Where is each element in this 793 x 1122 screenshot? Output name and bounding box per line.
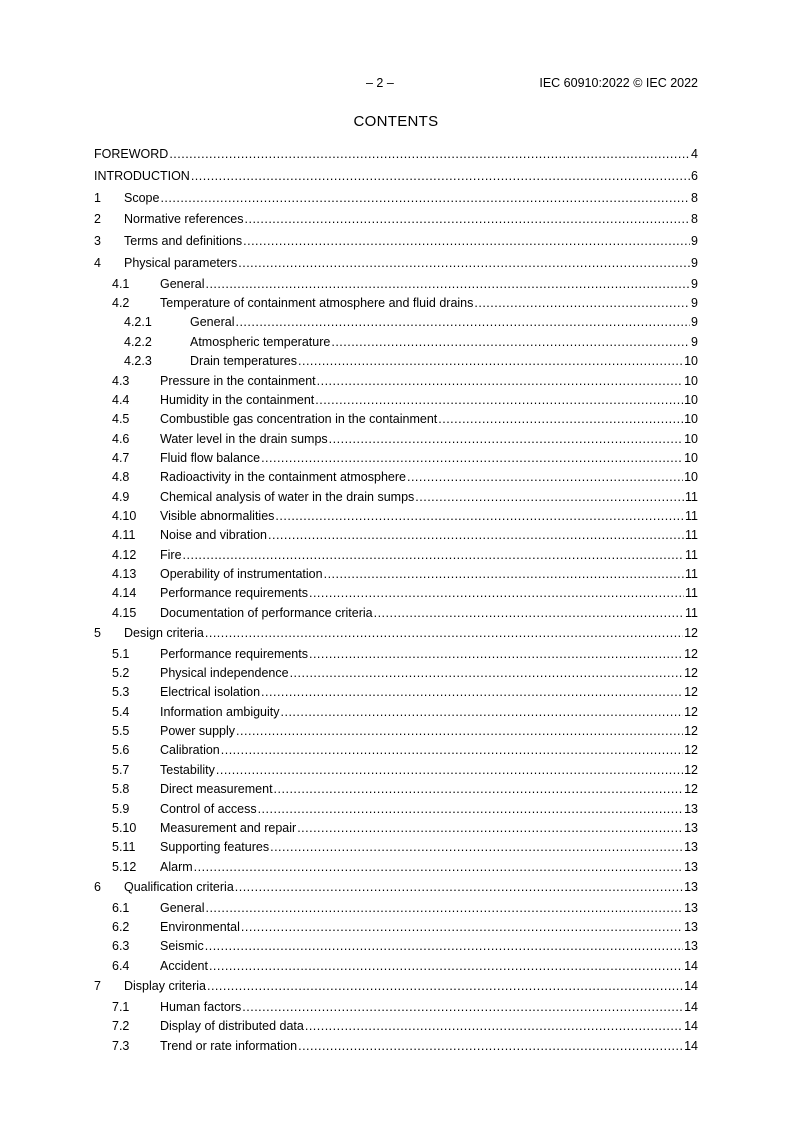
toc-entry-page: 11 [685,605,698,620]
toc-entry-title: Direct measurement [160,782,273,797]
toc-entry-title: Radioactivity in the containment atmosphere [160,470,406,485]
toc-entry[interactable] [94,722,698,741]
toc-entry[interactable] [94,488,698,507]
toc-entry-page: 14 [684,1019,698,1034]
toc-entry-number: 4.13 [112,566,137,581]
toc-entry-number: 4.15 [112,605,137,620]
contents-title: CONTENTS [353,113,439,130]
toc-entry-number: 5.5 [112,724,130,739]
toc-dot-leader [290,664,684,683]
toc-entry[interactable] [94,780,698,799]
toc-dot-leader [298,352,683,371]
toc-entry-number: 3 [94,234,101,249]
toc-dot-leader [274,780,684,799]
toc-entry-title: Performance requirements [160,646,308,661]
toc-entry-title: Physical parameters [124,255,238,270]
toc-entry[interactable] [94,858,698,877]
toc-dot-leader [297,819,683,838]
toc-entry-title: General [160,276,205,291]
toc-entry-page: 12 [684,704,698,719]
toc-entry-title: Trend or rate information [160,1038,298,1053]
toc-entry-title: Information ambiguity [160,704,280,719]
toc-entry-page: 13 [684,939,698,954]
toc-entry-title: Combustible gas concentration in the containment [160,412,438,427]
toc-entry-title: Scope [124,190,160,205]
toc-entry-page: 13 [684,900,698,915]
toc-dot-leader [374,604,684,623]
toc-entry-title: Calibration [160,743,220,758]
toc-entry-page: 10 [684,412,698,427]
toc-entry-page: 11 [685,586,698,601]
toc-entry-number: 5.10 [112,820,137,835]
toc-dot-leader [474,294,690,313]
toc-entry-page: 12 [684,666,698,681]
toc-entry[interactable] [94,275,698,294]
toc-dot-leader [235,313,690,332]
toc-entry[interactable] [94,166,698,188]
toc-dot-leader [407,468,683,487]
toc-dot-leader [243,231,690,253]
toc-entry[interactable] [94,209,698,231]
toc-entry-page: 11 [685,508,698,523]
toc-entry-page: 9 [691,276,698,291]
toc-entry-title: Terms and definitions [124,234,243,249]
toc-entry-number: 5.7 [112,762,130,777]
toc-entry[interactable] [94,761,698,780]
toc-entry-title: Design criteria [124,625,204,640]
toc-entry-page: 4 [691,147,698,161]
toc-entry-number: 5.1 [112,646,130,661]
toc-entry[interactable] [94,188,698,210]
page-header [94,76,698,92]
toc-entry-page: 8 [691,212,698,227]
toc-entry-title: Electrical isolation [160,685,261,700]
toc-dot-leader [331,333,690,352]
toc-dot-leader [324,565,684,584]
toc-entry-title: General [190,315,235,330]
toc-entry-number: 2 [94,212,101,227]
toc-entry-number: 4.6 [112,431,130,446]
toc-dot-leader [191,166,690,188]
toc-entry[interactable] [94,333,698,352]
toc-entry-page: 14 [684,999,698,1014]
toc-entry-number: 7.1 [112,999,130,1014]
toc-entry-page: 10 [684,431,698,446]
toc-entry[interactable] [94,645,698,664]
toc-entry-number: 5 [94,625,101,640]
toc-entry[interactable] [94,918,698,937]
toc-entry-title: FOREWORD [94,147,169,161]
toc-entry-title: Testability [160,762,215,777]
toc-entry-page: 12 [684,724,698,739]
toc-dot-leader [317,372,683,391]
toc-entry-number: 4.11 [112,528,136,543]
toc-entry-number: 6.3 [112,939,130,954]
toc-dot-leader [281,703,684,722]
toc-dot-leader [270,838,683,857]
toc-entry-page: 12 [684,782,698,797]
toc-entry-page: 11 [685,489,698,504]
toc-entry[interactable] [94,819,698,838]
toc-entry-page: 11 [685,547,698,562]
toc-entry[interactable] [94,800,698,819]
toc-entry-number: 4.2.2 [124,334,152,349]
toc-entry-title: Pressure in the containment [160,373,316,388]
toc-entry[interactable] [94,391,698,410]
toc-entry-page: 14 [684,979,698,994]
toc-dot-leader [245,209,691,231]
toc-entry-page: 13 [684,859,698,874]
toc-dot-leader [315,391,683,410]
toc-entry[interactable] [94,664,698,683]
toc-entry-title: Visible abnormalities [160,508,275,523]
toc-entry-number: 6 [94,879,101,894]
toc-entry-number: 4.14 [112,586,137,601]
toc-dot-leader [160,188,690,210]
toc-entry-number: 4.5 [112,412,130,427]
toc-entry[interactable] [94,352,698,371]
toc-entry[interactable] [94,565,698,584]
toc-entry-number: 5.8 [112,782,130,797]
toc-entry[interactable] [94,584,698,603]
toc-entry-page: 13 [684,820,698,835]
toc-entry-title: Physical independence [160,666,289,681]
toc-entry-number: 4.3 [112,373,130,388]
toc-entry-number: 1 [94,190,101,205]
toc-entry-page: 13 [684,920,698,935]
toc-entry[interactable] [94,294,698,313]
toc-entry-number: 4.9 [112,489,130,504]
toc-entry-page: 12 [684,762,698,777]
toc-entry-number: 6.4 [112,958,130,973]
toc-entry-page: 9 [691,315,698,330]
toc-dot-leader [205,899,683,918]
toc-entry-number: 5.12 [112,859,137,874]
toc-entry[interactable] [94,623,698,645]
toc-entry[interactable] [94,937,698,956]
toc-dot-leader [329,430,683,449]
toc-dot-leader [207,976,683,998]
toc-entry-title: Documentation of performance criteria [160,605,373,620]
toc-entry[interactable] [94,877,698,899]
toc-dot-leader [309,645,683,664]
toc-entry-number: 5.11 [112,840,136,855]
toc-entry-number: 6.2 [112,920,130,935]
toc-entry[interactable] [94,604,698,623]
toc-dot-leader [205,275,690,294]
toc-entry-number: 4.2.3 [124,354,152,369]
toc-entry-page: 10 [684,470,698,485]
toc-entry-number: 4.2.1 [124,315,152,330]
toc-entry[interactable] [94,144,698,166]
toc-entry-title: Chemical analysis of water in the drain sumps [160,489,415,504]
toc-dot-leader [236,722,683,741]
toc-entry-title: Performance requirements [160,586,308,601]
toc-entry-title: Control of access [160,801,257,816]
toc-dot-leader [221,741,683,760]
toc-entry-title: Qualification criteria [124,879,234,894]
toc-entry-number: 4 [94,255,101,270]
toc-entry-page: 12 [684,625,698,640]
toc-dot-leader [235,877,683,899]
toc-entry-number: 4.1 [112,276,130,291]
toc-entry-page: 9 [691,255,698,270]
toc-entry-page: 10 [684,354,698,369]
toc-entry-number: 7.3 [112,1038,130,1053]
toc-dot-leader [194,858,683,877]
toc-dot-leader [309,584,684,603]
toc-entry-page: 6 [691,168,698,183]
toc-dot-leader [183,546,684,565]
toc-entry-number: 7.2 [112,1019,130,1034]
toc-entry-page: 12 [684,685,698,700]
toc-dot-leader [169,144,690,166]
toc-entry[interactable] [94,976,698,998]
toc-entry-page: 9 [691,296,698,311]
toc-entry[interactable] [94,526,698,545]
toc-entry-title: Normative references [124,212,244,227]
toc-entry-page: 8 [691,190,698,205]
toc-entry[interactable] [94,838,698,857]
toc-dot-leader [261,449,683,468]
standard-identifier: IEC 60910:2022 © IEC 2022 [539,76,698,90]
table-of-contents [94,144,698,1056]
toc-entry[interactable] [94,449,698,468]
toc-entry[interactable] [94,1017,698,1036]
page-number: – 2 – [366,76,394,90]
toc-entry[interactable] [94,741,698,760]
toc-entry-number: 7 [94,979,101,994]
toc-entry-page: 9 [691,234,698,249]
toc-entry[interactable] [94,546,698,565]
toc-entry-number: 5.9 [112,801,130,816]
toc-entry-number: 5.2 [112,666,130,681]
toc-dot-leader [305,1017,683,1036]
toc-entry-title: Environmental [160,920,240,935]
toc-entry[interactable] [94,998,698,1017]
toc-entry-title: Measurement and repair [160,820,297,835]
toc-dot-leader [205,623,683,645]
toc-entry-number: 4.12 [112,547,137,562]
toc-dot-leader [216,761,683,780]
toc-entry[interactable] [94,899,698,918]
toc-entry-title: Humidity in the containment [160,392,315,407]
toc-dot-leader [238,253,690,275]
toc-entry-title: Operability of instrumentation [160,566,323,581]
toc-dot-leader [275,507,684,526]
toc-entry-page: 14 [684,958,698,973]
toc-entry-number: 5.3 [112,685,130,700]
toc-entry-number: 4.10 [112,508,137,523]
toc-dot-leader [205,937,683,956]
toc-entry-title: Atmospheric temperature [190,334,331,349]
toc-entry-title: Power supply [160,724,236,739]
toc-entry-page: 13 [684,801,698,816]
toc-entry-title: Accident [160,958,208,973]
toc-entry-page: 12 [684,646,698,661]
toc-dot-leader [438,410,683,429]
toc-entry-title: Drain temperatures [190,354,297,369]
toc-entry-title: Human factors [160,999,242,1014]
toc-entry[interactable] [94,683,698,702]
toc-entry-title: Seismic [160,939,204,954]
toc-entry-page: 10 [684,450,698,465]
toc-entry[interactable] [94,410,698,429]
toc-entry[interactable] [94,1037,698,1056]
toc-dot-leader [258,800,684,819]
toc-entry-title: INTRODUCTION [94,168,190,183]
toc-entry-title: Display of distributed data [160,1019,304,1034]
toc-entry-number: 5.6 [112,743,130,758]
toc-entry[interactable] [94,253,698,275]
toc-entry-number: 4.2 [112,296,130,311]
toc-entry[interactable] [94,313,698,332]
toc-entry-title: Water level in the drain sumps [160,431,328,446]
toc-entry-page: 9 [691,334,698,349]
toc-entry-title: General [160,900,205,915]
toc-entry-number: 5.4 [112,704,130,719]
toc-entry-title: Fluid flow balance [160,450,261,465]
toc-entry-page: 12 [684,743,698,758]
toc-entry-page: 11 [685,566,698,581]
toc-entry-page: 13 [684,879,698,894]
toc-entry-number: 4.7 [112,450,130,465]
toc-dot-leader [261,683,683,702]
toc-entry[interactable] [94,703,698,722]
toc-entry-page: 14 [684,1038,698,1053]
toc-dot-leader [209,957,683,976]
toc-entry[interactable] [94,468,698,487]
toc-dot-leader [268,526,684,545]
toc-dot-leader [415,488,684,507]
toc-entry-title: Display criteria [124,979,206,994]
toc-entry-number: 4.8 [112,470,130,485]
toc-entry-title: Fire [160,547,182,562]
toc-dot-leader [242,998,683,1017]
toc-entry[interactable] [94,231,698,253]
toc-entry-title: Alarm [160,859,193,874]
toc-entry-title: Noise and vibration [160,528,268,543]
toc-entry[interactable] [94,957,698,976]
toc-entry-title: Temperature of containment atmosphere and fluid drains [160,296,474,311]
toc-entry[interactable] [94,430,698,449]
toc-entry[interactable] [94,507,698,526]
toc-entry-page: 11 [685,528,698,543]
toc-entry-number: 6.1 [112,900,130,915]
toc-entry[interactable] [94,372,698,391]
toc-entry-page: 10 [684,392,698,407]
toc-entry-title: Supporting features [160,840,270,855]
toc-entry-page: 13 [684,840,698,855]
toc-dot-leader [298,1037,683,1056]
toc-entry-page: 10 [684,373,698,388]
toc-dot-leader [241,918,683,937]
toc-entry-number: 4.4 [112,392,130,407]
